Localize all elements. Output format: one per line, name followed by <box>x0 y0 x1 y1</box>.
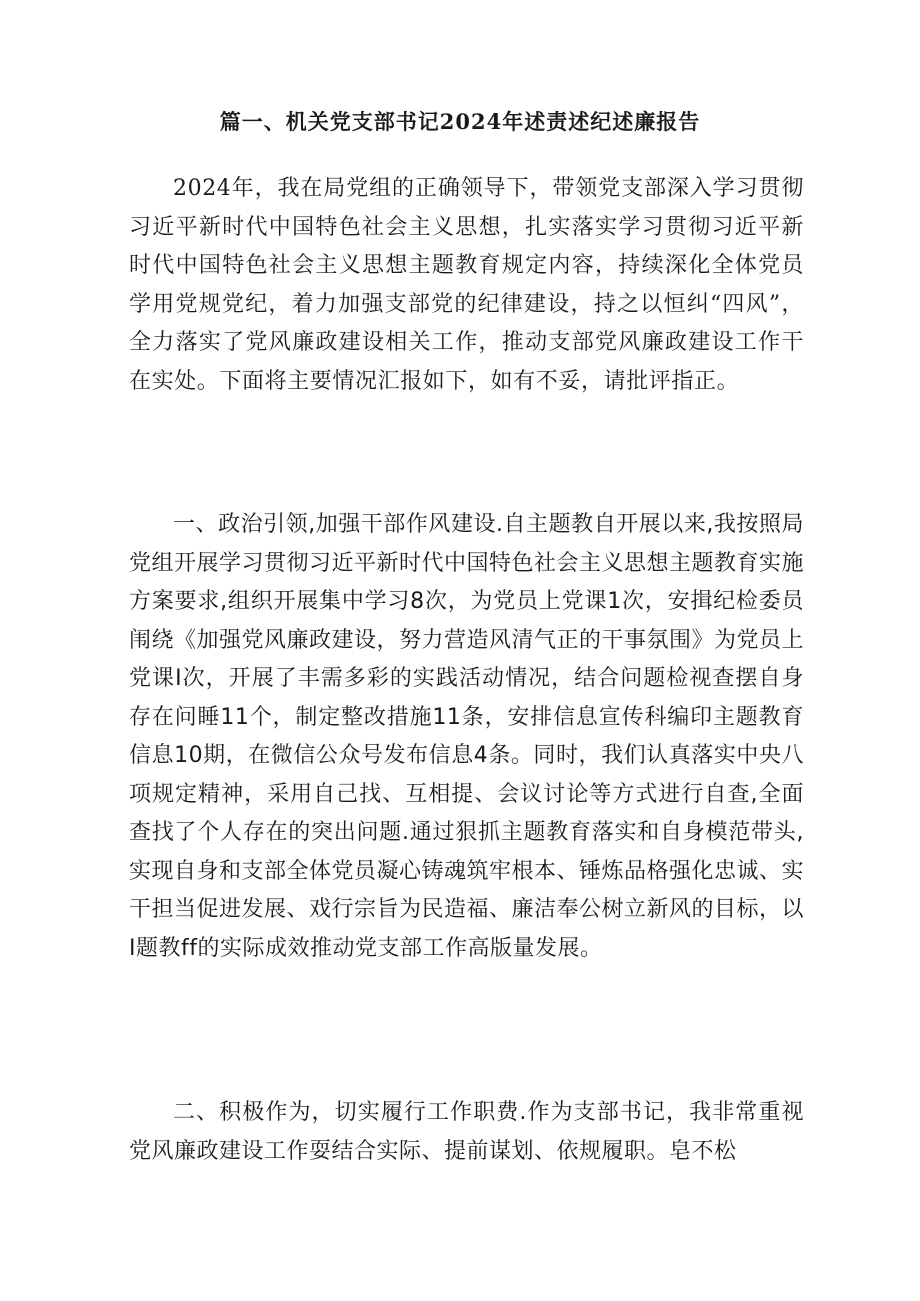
paragraph-section-one: 一、政治引领,加强干部作风建设.自主题教自开展以来,我按照局党组开展学习贯彻习近平新时代中国特色社会主义思想主题教育实施方案要求,组织开展集中学习8次，为党员上党课1次，安揖纪检委员闱绕《加强党风廉政建设，努力营造风清气正的干事氛围》为党员上党课I次，开展了丰需多彩的实践活动情况，结合问题检视查摆自身存在问睡11个，制定整改措施11条，安排信息宣传科编印主题教育信息10期，在微信公众号发布信息4条。同时，我们认真落实中央八项规定精神，采用自己找、互相提、会议讨论等方式进行自查,全面查找了个人存在的突出问题.通过狠抓主题教育落实和自身模范带头,实现自身和支部全体党员凝心铸魂筑牢根本、锤炼品格强化忠诚、实干担当促进发展、戏行宗旨为民造福、廉洁奉公树立新风的目标，以I题教ff的实际成效推动党支部工作高版量发展。 <box>129 512 805 961</box>
paragraph-section-two: 二、积极作为，切实履行工作职费.作为支部书记，我非常重视党风廉政建设工作耍结合实际、提前谋划、依规履职。皂不松 <box>129 1100 804 1164</box>
document-title: 篇一、机关党支部书记2024年述责述纪述廉报告 <box>219 109 701 134</box>
paragraph-intro: 2024年，我在局党组的正确领导下，带领党支部深入学习贯彻习近平新时代中国特色社会主义思想，扎实落实学习贯彻习近平新时代中国特色社会主义思想主题教育规定内容，持续深化全体党员学用党规党纪，着力加强支部党的纪律建设，持之以恒纠“四风”，全力落实了党风廉政建设相关工作，推动支部党风廉政建设工作干在实处。下面将主要情况汇报如下，如有不妥，请批评指正。 <box>129 176 804 394</box>
